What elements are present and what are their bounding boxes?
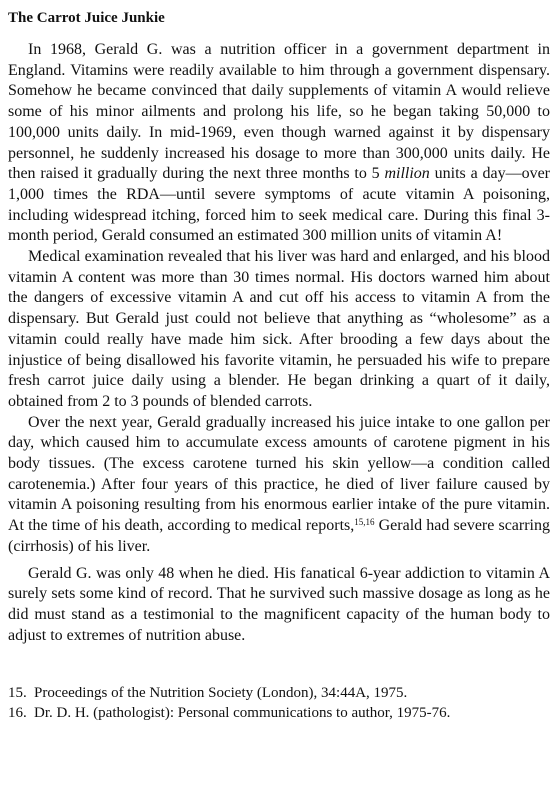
footnote-reference: 15,16 (354, 517, 375, 528)
paragraph-3-part-a: Over the next year, Gerald gradually increased his juice intake to one gallon per day, which caused him to accumulate excess amounts of carotene pigment in his body tissues. (The excess carotene turned his skin yellow—a condition called carotenemia.) After four years of this practice, he died of liver failure caused by vitamin A poisoning resulting from his enormous earlier intake of the pure vitamin. At the time of his death, according to medical reports, (8, 413, 550, 535)
footnotes (8, 683, 550, 723)
paragraph-1-part-a: In 1968, Gerald G. was a nutrition officer in a government department in England. Vitamins were readily available to him through a government dispensary. Somehow he became convinced that daily supplements of vitamin A would relieve some of his minor ailments and prolong his life, so he began taking 50,000 to 100,000 units daily. In mid-1969, even though warned against it by dispensary personnel, he suddenly increased his dosage to more than 300,000 units daily. He then raised it gradually during the next three months to 5 (8, 41, 550, 183)
footnote-number: 16. (8, 705, 27, 722)
paragraph-1 (8, 40, 550, 247)
footnote-number: 15. (8, 685, 27, 702)
article-title: The Carrot Juice Junkie (8, 10, 165, 26)
footnote-text: Proceedings of the Nutrition Society (London), 34:44A, 1975. (34, 685, 408, 702)
paragraph-3 (8, 413, 550, 558)
paragraph-4: Gerald G. was only 48 when he died. His fanatical 6-year addiction to vitamin A surely sets some kind of record. That he survived such massive dosage as long as he did must stand as a testimonial to the magnificent capacity of the human body to adjust to extremes of nutrition abuse. (8, 564, 550, 644)
paragraph-1-part-b: units a day—over 1,000 times the RDA—until severe symptoms of acute vitamin A poisoning, including widespread itching, forced him to seek medical care. During this final 3-month period, Gerald consumed an estimated 300 million units of vitamin A! (8, 165, 551, 245)
emphasis-million: million (384, 165, 430, 183)
article-body (8, 40, 550, 646)
paragraph-3-part-b: Gerald had severe scarring (cirrhosis) of his liver. (8, 517, 550, 555)
paragraph-2: Medical examination revealed that his liver was hard and enlarged, and his blood vitamin A content was more than 30 times normal. His doctors warned him about the dangers of excessive vitamin A and cut off his access to vitamin A from the dispensary. But Gerald just could not believe that anything as “wholesome” as a vitamin could really have made him sick. After brooding a few days about the injustice of being disallowed his favorite vitamin, he persuaded his wife to prepare fresh carrot juice daily using a blender. He began drinking a quart of it daily, obtained from 2 to 3 pounds of blended carrots. (8, 248, 550, 410)
footnote-text: Dr. D. H. (pathologist): Personal communications to author, 1975-76. (34, 705, 451, 722)
footnote-16 (8, 703, 550, 723)
footnote-15 (8, 683, 550, 703)
